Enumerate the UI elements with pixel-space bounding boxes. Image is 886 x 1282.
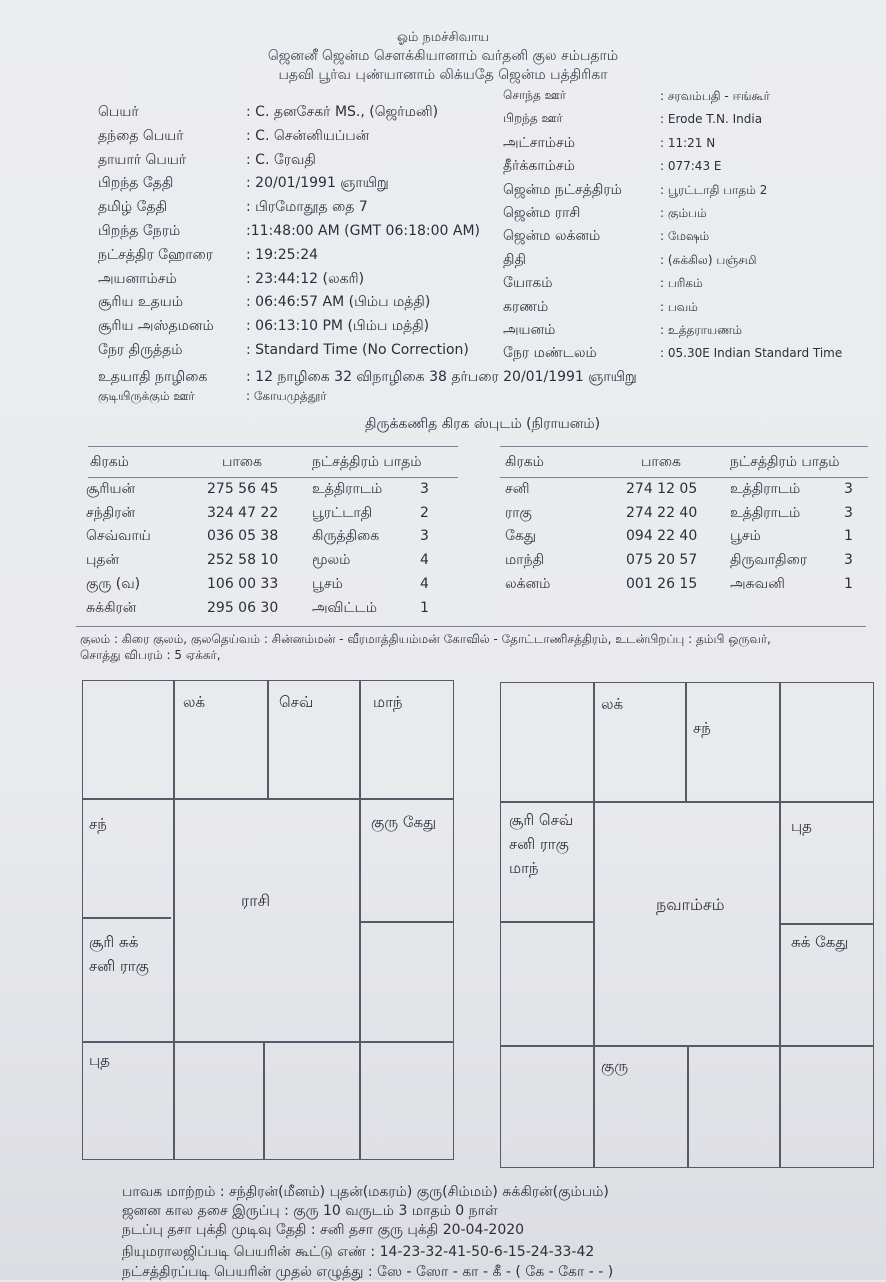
field-value: : C. தனசேகர் MS., (ஜெர்மனி) — [246, 104, 439, 120]
rasi-san: சந் — [89, 815, 107, 833]
rasi-budha: புத — [89, 1051, 110, 1069]
field-value: : சரவம்பதி - ஈங்கூர் — [660, 89, 770, 103]
field-label: பிறந்த தேதி — [98, 175, 174, 192]
rasi-sev: செவ் — [279, 693, 314, 711]
field-value: : கும்பம் — [660, 206, 707, 220]
planet-deg: 275 56 45 — [207, 481, 279, 497]
planet-deg: 274 12 05 — [626, 481, 698, 497]
navamsa-budha: புத — [791, 817, 812, 835]
field-value: : C. ரேவதி — [246, 151, 316, 168]
planet-name: சூரியன் — [86, 481, 136, 497]
chart-line — [359, 681, 361, 1159]
residence-label: குடியிருக்கும் ஊர் — [98, 389, 195, 403]
chart-line — [267, 681, 269, 799]
planet-pada: 3 — [844, 504, 853, 521]
planet-star: உத்திராடம் — [312, 481, 383, 497]
planet-pada: 3 — [844, 481, 853, 497]
navamsa-maan: மாந் — [509, 859, 539, 877]
field-value: : பிரமோதூத தை 7 — [246, 199, 368, 216]
planet-pada: 1 — [844, 575, 853, 592]
navamsa-san: சந் — [693, 719, 711, 737]
kulam-line-1: குலம் : கிரை குலம், குலதெய்வம் : சின்னம்மன் - வீரமாத்தியம்மன் கோவில் - தோட்டாணிசத்திரம், உடன்பிறப்பு : தம்பி ஒருவர், — [80, 632, 771, 646]
chart-line — [173, 681, 175, 1159]
chart-line — [593, 683, 595, 1167]
field-value: : பூரட்டாதி பாதம் 2 — [660, 182, 768, 197]
planet-name: சனி — [505, 481, 530, 497]
udayathi-value: : 12 நாழிகை 32 விநாழிகை 38 தர்பரை 20/01/1991 ஞாயிறு — [246, 369, 637, 385]
field-value: : 05.30E Indian Standard Time — [660, 346, 843, 361]
planet-name: செவ்வாய் — [86, 528, 151, 545]
planet-name: லக்னம் — [505, 575, 551, 592]
navamsa-suri-sev: சூரி செவ் — [509, 811, 574, 829]
planet-name: புதன் — [86, 552, 120, 569]
col-header-graha: கிரகம் — [505, 454, 544, 470]
field-value: : 19:25:24 — [246, 246, 319, 263]
field-label: தமிழ் தேதி — [98, 199, 168, 216]
navamsa-center-label: நவாம்சம் — [656, 895, 725, 914]
planet-name: மாந்தி — [505, 552, 545, 569]
field-label: ஜென்ம லக்னம் — [503, 228, 601, 245]
planet-star: உத்திராடம் — [730, 481, 801, 497]
field-label: சூரிய உதயம் — [98, 294, 184, 311]
field-value: : Erode T.N. India — [660, 112, 763, 127]
planet-name: சந்திரன் — [86, 504, 136, 521]
planet-pada: 4 — [420, 575, 429, 592]
planet-deg: 001 26 15 — [626, 575, 698, 592]
navamsa-suk-kethu: சுக் கேது — [791, 933, 849, 951]
planet-deg: 252 58 10 — [207, 552, 279, 569]
field-label: பிறந்த ஊர் — [503, 111, 563, 126]
planet-deg: 324 47 22 — [207, 504, 279, 521]
field-value: : 06:46:57 AM (பிம்ப மத்தி) — [246, 294, 431, 311]
footer-current-dasa: நடப்பு தசா புக்தி முடிவு தேதி : சனி தசா குரு புக்தி 20-04-2020 — [122, 1222, 525, 1238]
planet-pada: 3 — [420, 528, 429, 545]
chart-line — [501, 921, 593, 923]
field-label: சொந்த ஊர் — [503, 88, 566, 102]
col-header-graha: கிரகம் — [90, 454, 129, 470]
field-label: தாயார் பெயர் — [98, 151, 187, 168]
header-line-1: ஓம் நமச்சிவாய — [396, 30, 490, 45]
planet-pada: 4 — [420, 552, 429, 569]
table-rule — [88, 477, 458, 478]
chart-line — [685, 683, 687, 801]
table-rule — [76, 626, 866, 627]
col-header-bhagai: பாகை — [641, 454, 681, 470]
residence-value: : கோயமுத்தூர் — [246, 389, 327, 403]
table-rule — [500, 477, 868, 478]
rasi-center-label: ராசி — [241, 891, 271, 910]
navamsa-chart — [500, 682, 874, 1168]
field-label: அட்சாம்சம் — [503, 134, 576, 151]
rasi-guru-kethu: குரு கேது — [371, 813, 437, 831]
field-value: : 06:13:10 PM (பிம்ப மத்தி) — [246, 318, 430, 335]
field-value: : 077:43 E — [660, 159, 722, 174]
planet-star: பூரட்டாதி — [312, 504, 373, 521]
field-label: ஜென்ம ராசி — [503, 205, 581, 221]
planet-star: பூசம் — [312, 575, 343, 592]
planet-deg: 274 22 40 — [626, 504, 698, 521]
col-header-nakshatra: நட்சத்திரம் பாதம் — [730, 454, 840, 470]
planet-star: பூசம் — [730, 528, 761, 545]
planet-pada: 2 — [420, 504, 429, 521]
planet-pada: 1 — [844, 528, 853, 545]
planet-star: அவிட்டம் — [312, 599, 378, 616]
field-label: பிறந்த நேரம் — [98, 223, 181, 239]
kulam-line-2: சொத்து விபரம் : 5 ஏக்கர், — [80, 648, 221, 662]
footer-numerology: நியுமராலஜிப்படி பெயரின் கூட்டு எண் : 14-23-32-41-50-6-15-24-33-42 — [122, 1244, 595, 1260]
field-value: : பரிகம் — [660, 276, 703, 291]
chart-line — [263, 1041, 265, 1159]
chart-line — [781, 923, 873, 925]
field-label: தந்தை பெயர் — [98, 127, 184, 144]
field-label: அயனம் — [503, 322, 556, 338]
table-rule — [88, 446, 458, 447]
rasi-maan: மாந் — [373, 693, 403, 711]
field-value: : Standard Time (No Correction) — [246, 342, 469, 358]
chart-line — [687, 1045, 689, 1167]
rasi-lagnam: லக் — [183, 693, 206, 711]
planet-star: அசுவனி — [730, 575, 785, 592]
navamsa-lagnam: லக் — [601, 695, 624, 713]
field-value: : C. சென்னியப்பன் — [246, 127, 370, 144]
planet-name: சுக்கிரன் — [86, 599, 137, 616]
field-label: கரணம் — [503, 298, 549, 315]
header-line-3: பதவி பூர்வ புண்யானாம் லிக்யதே ஜென்ம பத்திரிகா — [278, 67, 608, 83]
field-value: : மேஷம் — [660, 229, 710, 244]
footer-dasa-balance: ஜனன கால தசை இருப்பு : குரு 10 வருடம் 3 மாதம் 0 நாள் — [122, 1203, 498, 1219]
navamsa-sani-ragu: சனி ராகு — [509, 835, 569, 853]
planet-star: உத்திராடம் — [730, 504, 801, 521]
field-value: : உத்தராயணம் — [660, 323, 743, 337]
planet-pada: 3 — [420, 481, 429, 497]
field-value: : 11:21 N — [660, 135, 716, 150]
planet-name: கேது — [505, 528, 537, 545]
rasi-suri-suk: சூரி சுக் — [89, 933, 139, 951]
field-value: : 23:44:12 (லகரி) — [246, 270, 365, 287]
field-label: நேர திருத்தம் — [98, 342, 183, 358]
table-title: திருக்கணித கிரக ஸ்புடம் (நிராயனம்) — [365, 416, 601, 432]
col-header-bhagai: பாகை — [222, 454, 262, 470]
rasi-sani-ragu: சனி ராகு — [89, 957, 149, 975]
field-label: யோகம் — [503, 275, 553, 292]
table-rule — [500, 446, 868, 447]
planet-deg: 106 00 33 — [207, 575, 279, 592]
chart-line — [83, 1041, 453, 1043]
planet-name: குரு (வ) — [86, 575, 141, 592]
planet-deg: 295 06 30 — [207, 599, 279, 616]
rasi-chart — [82, 680, 454, 1160]
field-value: :11:48:00 AM (GMT 06:18:00 AM) — [246, 223, 480, 239]
field-value: : 20/01/1991 ஞாயிறு — [246, 175, 389, 192]
field-label: ஜென்ம நட்சத்திரம் — [503, 181, 622, 198]
field-label: தீர்க்காம்சம் — [503, 158, 575, 175]
field-label: நட்சத்திர ஹோரை — [98, 246, 214, 263]
field-label: திதி — [503, 251, 526, 268]
field-label: நேர மண்டலம் — [503, 345, 597, 362]
planet-deg: 075 20 57 — [626, 552, 698, 569]
planet-pada: 3 — [844, 552, 853, 569]
planet-star: கிருத்திகை — [312, 528, 380, 545]
chart-line — [360, 921, 453, 923]
header-line-2: ஜெனனீ ஜென்ம சௌக்கியானாம் வர்தனி குல சம்பதாம் — [267, 48, 619, 64]
chart-line — [779, 683, 781, 1167]
field-value: : (சுக்கில) பஞ்சமி — [660, 252, 757, 267]
udayathi-label: உதயாதி நாழிகை — [98, 369, 208, 385]
planet-pada: 1 — [420, 599, 429, 616]
field-value: : பவம் — [660, 299, 698, 314]
planet-deg: 036 05 38 — [207, 528, 279, 545]
field-label: அயனாம்சம் — [98, 270, 177, 287]
planet-deg: 094 22 40 — [626, 528, 698, 545]
planet-star: திருவாதிரை — [730, 552, 808, 569]
chart-line — [83, 917, 171, 919]
field-label: சூரிய அஸ்தமனம் — [98, 318, 214, 335]
planet-name: ராகு — [505, 504, 532, 521]
navamsa-guru: குரு — [601, 1057, 629, 1075]
planet-star: மூலம் — [312, 552, 351, 569]
chart-line — [501, 801, 873, 803]
footer-bhava-change: பாவக மாற்றம் : சந்திரன்(மீனம்) புதன்(மகரம்) குரு(சிம்மம்) சுக்கிரன்(கும்பம்) — [122, 1184, 609, 1200]
footer-name-letters: நட்சத்திரப்படி பெயரின் முதல் எழுத்து : ஸே - ஸோ - கா - கீ - ( கே - கோ - - ) — [122, 1264, 614, 1280]
field-label: பெயர் — [98, 104, 139, 120]
col-header-nakshatra: நட்சத்திரம் பாதம் — [312, 454, 422, 470]
